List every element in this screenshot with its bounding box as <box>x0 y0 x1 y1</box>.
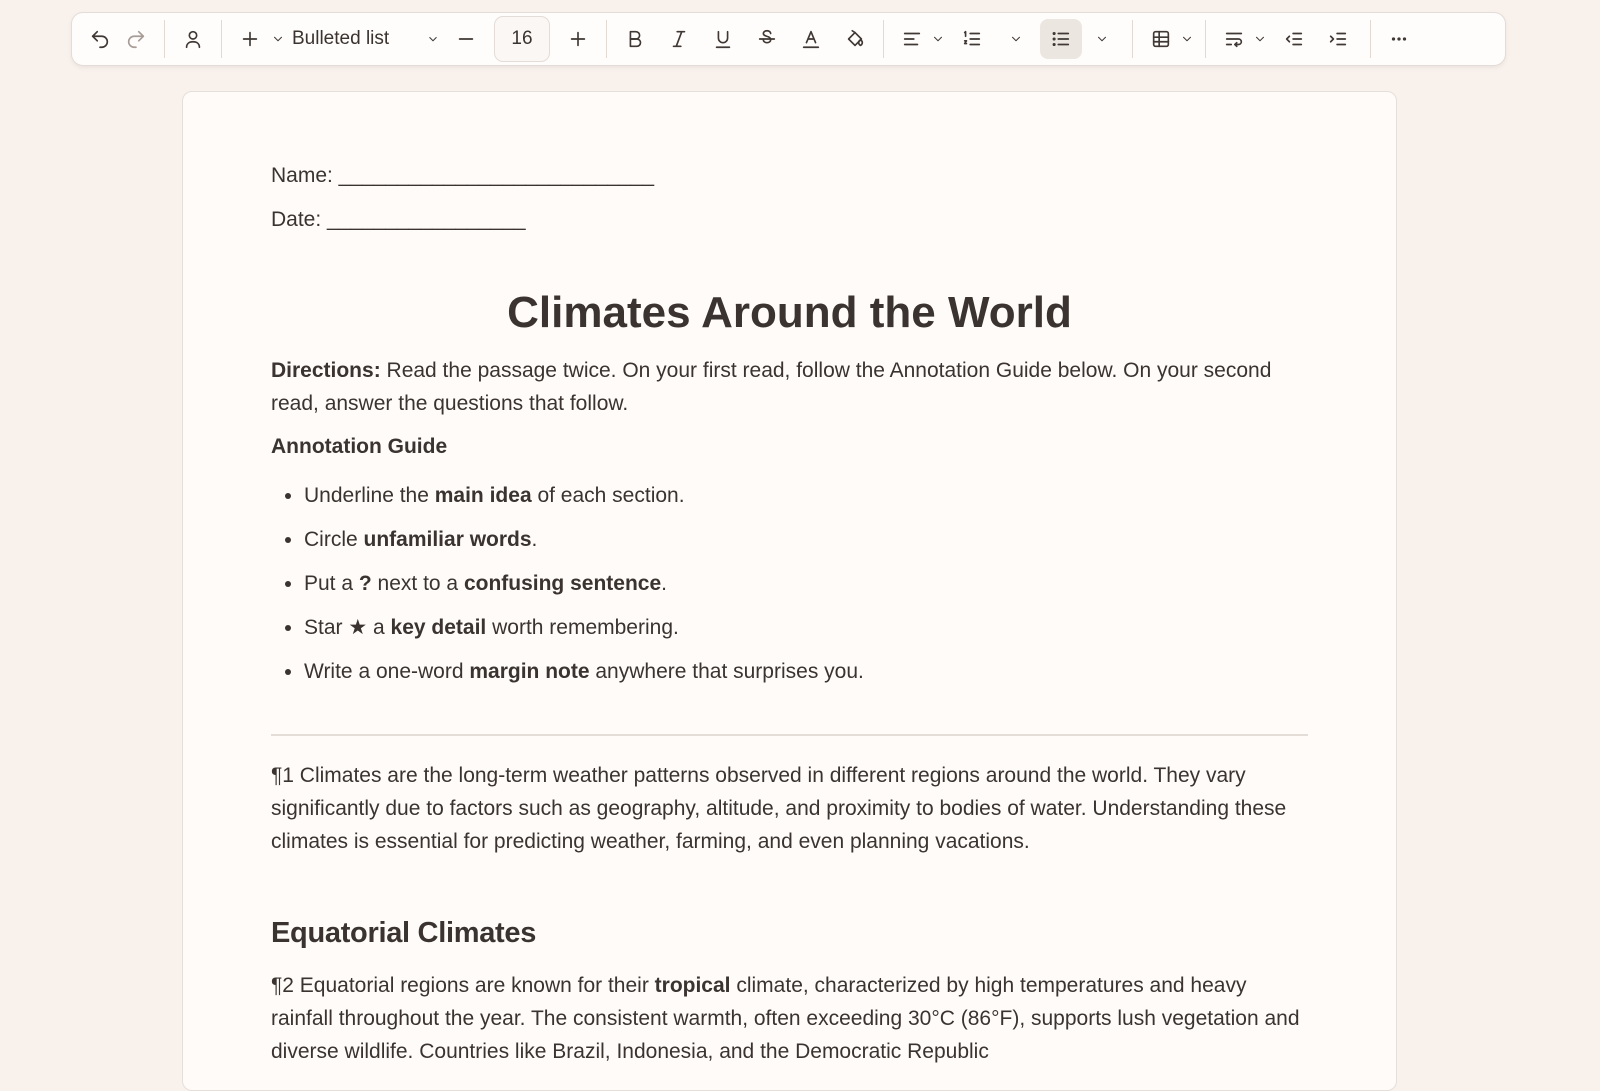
redo-button[interactable] <box>118 19 154 59</box>
directions-label: Directions: <box>271 359 381 382</box>
indent-button[interactable] <box>1320 19 1356 59</box>
toolbar-divider <box>606 20 607 58</box>
numbered-list-button[interactable] <box>954 19 990 59</box>
align-button[interactable] <box>894 19 930 59</box>
italic-button[interactable] <box>661 19 697 59</box>
toolbar-divider <box>221 20 222 58</box>
list-item <box>304 482 864 526</box>
list-item <box>304 614 864 658</box>
section-heading-equatorial: Equatorial Climates <box>271 917 537 949</box>
item-text: Put a <box>304 572 359 595</box>
annotation-guide-heading: Annotation Guide <box>271 435 448 458</box>
indent-icon <box>1327 28 1349 50</box>
item-text: Write a one-word <box>304 660 470 683</box>
plus-icon <box>567 28 589 50</box>
item-text: anywhere that surprises you. <box>589 660 864 683</box>
chevron-down-icon <box>426 32 440 46</box>
item-text: next to a <box>371 572 464 595</box>
chevron-down-icon <box>1009 32 1023 46</box>
outdent-icon <box>1283 28 1305 50</box>
underline-button[interactable] <box>705 19 741 59</box>
insert-dropdown[interactable] <box>268 19 288 59</box>
insert-button[interactable] <box>232 19 268 59</box>
increase-font-size-button[interactable] <box>560 19 596 59</box>
toolbar-divider <box>1205 20 1206 58</box>
item-text: Underline the <box>304 484 435 507</box>
table-button[interactable] <box>1143 19 1179 59</box>
list-item <box>304 658 864 702</box>
annotation-guide-list <box>271 482 864 702</box>
document-page[interactable] <box>182 91 1397 1091</box>
list-item <box>304 570 864 614</box>
more-horizontal-icon <box>1388 28 1410 50</box>
bold-icon <box>624 28 646 50</box>
chevron-down-icon <box>931 32 945 46</box>
paragraph-bold-text: tropical <box>654 974 731 997</box>
item-bold-text: ? <box>358 572 372 595</box>
text-color-icon <box>800 28 822 50</box>
bulleted-list-icon <box>1050 28 1072 50</box>
undo-icon <box>89 28 111 50</box>
directions-paragraph <box>271 354 1308 420</box>
block-style-select[interactable] <box>288 19 448 59</box>
date-field[interactable]: Date: _________________ <box>271 208 526 231</box>
item-text: . <box>531 528 538 551</box>
item-bold-text: key detail <box>390 616 487 639</box>
item-text: Star ★ a <box>304 616 391 639</box>
outdent-button[interactable] <box>1276 19 1312 59</box>
bulleted-list-dropdown[interactable] <box>1082 19 1122 59</box>
formatting-toolbar <box>71 12 1506 66</box>
underline-icon <box>712 28 734 50</box>
align-left-icon <box>901 28 923 50</box>
item-bold-text: unfamiliar words <box>363 528 532 551</box>
italic-icon <box>668 28 690 50</box>
plus-icon <box>239 28 261 50</box>
chevron-down-icon <box>1253 32 1267 46</box>
item-bold-text: margin note <box>469 660 590 683</box>
decrease-font-size-button[interactable] <box>448 19 484 59</box>
item-text: of each section. <box>531 484 685 507</box>
text-wrap-icon <box>1223 28 1245 50</box>
table-dropdown[interactable] <box>1179 19 1195 59</box>
numbered-list-icon <box>961 28 983 50</box>
toolbar-divider <box>164 20 165 58</box>
item-text: Circle <box>304 528 364 551</box>
paragraph-text: ¶2 Equatorial regions are known for their <box>271 974 655 997</box>
item-bold-text: confusing sentence <box>463 572 662 595</box>
list-item <box>304 526 864 570</box>
item-text: . <box>661 572 667 595</box>
toolbar-divider <box>883 20 884 58</box>
toolbar-divider <box>1370 20 1371 58</box>
bulleted-list-button[interactable] <box>1040 19 1082 59</box>
text-wrap-button[interactable] <box>1216 19 1252 59</box>
person-icon <box>182 28 204 50</box>
highlight-button[interactable] <box>837 19 873 59</box>
paint-bucket-icon <box>844 28 866 50</box>
table-icon <box>1150 28 1172 50</box>
item-text: worth remembering. <box>486 616 679 639</box>
align-dropdown[interactable] <box>930 19 946 59</box>
font-size-input[interactable]: 16 <box>494 16 550 62</box>
more-options-button[interactable] <box>1381 19 1417 59</box>
chevron-down-icon <box>1095 32 1109 46</box>
bold-button[interactable] <box>617 19 653 59</box>
name-field[interactable]: Name: ___________________________ <box>271 164 655 187</box>
text-wrap-dropdown[interactable] <box>1252 19 1268 59</box>
paragraph-1: ¶1 Climates are the long-term weather patterns observed in different regions around the world. They vary significantly due to factors such as geography, altitude, and proximity to bodies of water. Understanding these climates is essential for predicting weather, farming, and even planning vacations. <box>271 764 1287 853</box>
horizontal-divider <box>271 734 1308 736</box>
strikethrough-button[interactable] <box>749 19 785 59</box>
document-title: Climates Around the World <box>507 288 1072 337</box>
chevron-down-icon <box>271 32 285 46</box>
paragraph-2 <box>271 969 1308 1068</box>
strikethrough-icon <box>756 28 778 50</box>
minus-icon <box>455 28 477 50</box>
text-color-button[interactable] <box>793 19 829 59</box>
redo-icon <box>125 28 147 50</box>
block-style-value: Bulleted list <box>292 28 390 49</box>
undo-button[interactable] <box>82 19 118 59</box>
numbered-list-dropdown[interactable] <box>998 19 1034 59</box>
chevron-down-icon <box>1180 32 1194 46</box>
item-bold-text: main idea <box>434 484 532 507</box>
toolbar-divider <box>1132 20 1133 58</box>
directions-text: Read the passage twice. On your first read, follow the Annotation Guide below. On your second read, answer the questions that follow. <box>271 359 1272 415</box>
mention-person-button[interactable] <box>175 19 211 59</box>
paragraph-text: climate, characterized by high temperatures and heavy rainfall throughout the year. The consistent warmth, often exceeding 30°C (86°F), supports lush vegetation and diverse wildlife. Countries like Brazil, Indonesia, and the Democratic Republic <box>271 974 1300 1063</box>
